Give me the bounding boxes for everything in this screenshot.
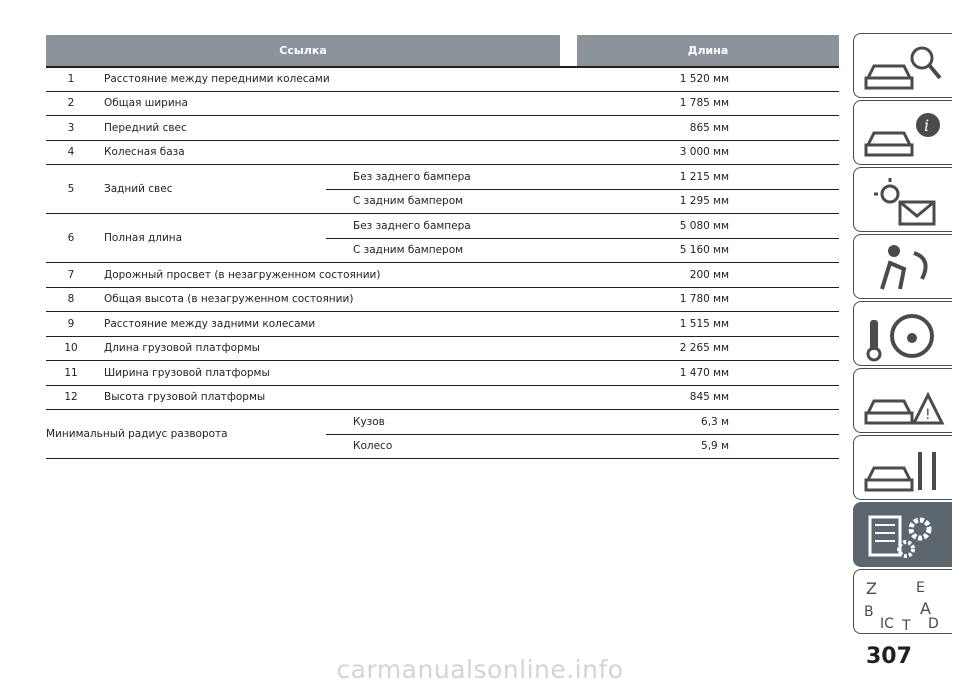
sub-row xyxy=(326,238,839,262)
sub-row-description: С задним бампером xyxy=(353,244,464,256)
row-number: 12 xyxy=(64,391,78,404)
row-description: Полная длина xyxy=(104,232,183,244)
spec-table xyxy=(46,35,839,459)
table-row xyxy=(46,141,839,166)
svg-text:A: A xyxy=(920,599,931,618)
row-value: 1 785 мм xyxy=(679,97,729,110)
row-number: 10 xyxy=(64,342,78,355)
sub-row-value: 1 295 мм xyxy=(679,195,729,207)
chapter-tab[interactable] xyxy=(853,234,952,299)
row-number: 11 xyxy=(64,366,78,379)
sub-row xyxy=(326,434,839,458)
table-row xyxy=(46,67,839,92)
chapter-tab[interactable] xyxy=(853,301,952,366)
table-row xyxy=(46,312,839,337)
car-info-icon xyxy=(860,105,946,161)
row-description: Задний свес xyxy=(104,183,173,195)
sub-row xyxy=(326,165,839,190)
sub-row-description: Колесо xyxy=(353,440,393,452)
car-warning-triangle-icon xyxy=(860,373,946,429)
table-row xyxy=(46,288,839,313)
chapter-tab[interactable] xyxy=(853,368,952,433)
technical-data-gear-icon xyxy=(860,507,946,563)
svg-text:Z: Z xyxy=(866,579,877,598)
row-description: Расстояние между передними колесами xyxy=(104,72,330,85)
row-description: Общая высота (в незагруженном состоянии) xyxy=(104,293,354,306)
sub-row xyxy=(326,189,839,213)
row-number: 7 xyxy=(67,268,75,281)
row-description: Длина грузовой платформы xyxy=(104,342,260,355)
table-row xyxy=(46,361,839,386)
sub-row-value: 1 215 мм xyxy=(679,171,729,183)
sub-row-description: С задним бампером xyxy=(353,195,464,207)
row-number: 5 xyxy=(67,183,75,195)
table-row xyxy=(46,386,839,411)
row-description: Минимальный радиус разворота xyxy=(46,428,228,440)
sub-row-value: 6,3 м xyxy=(701,416,729,428)
sub-row-value: 5 080 мм xyxy=(679,220,729,232)
row-number: 2 xyxy=(67,97,75,110)
table-row xyxy=(46,337,839,362)
svg-text:IC: IC xyxy=(880,616,894,630)
svg-text:T: T xyxy=(902,618,911,630)
sub-row-description: Без заднего бампера xyxy=(353,171,471,183)
row-number: 1 xyxy=(67,72,75,85)
car-tools-icon xyxy=(860,440,946,496)
table-body xyxy=(46,67,839,459)
table-row xyxy=(46,116,839,141)
header-length: Длина xyxy=(577,35,839,66)
chapter-tab[interactable] xyxy=(853,435,952,500)
sub-row xyxy=(326,214,839,239)
chapter-tab[interactable] xyxy=(853,569,952,634)
chapter-tab[interactable] xyxy=(853,33,952,98)
row-description: Ширина грузовой платформы xyxy=(104,366,270,379)
row-description: Высота грузовой платформы xyxy=(104,391,266,404)
svg-text:E: E xyxy=(916,580,925,596)
row-value: 1 515 мм xyxy=(679,317,729,330)
table-row xyxy=(46,165,839,214)
row-number: 9 xyxy=(67,317,75,330)
row-value: 1 470 мм xyxy=(679,366,729,379)
table-row xyxy=(46,214,839,263)
chapter-tab[interactable] xyxy=(853,100,952,165)
row-description: Расстояние между задними колесами xyxy=(104,317,316,330)
svg-text:B: B xyxy=(864,604,874,620)
sub-row-description: Без заднего бампера xyxy=(353,220,471,232)
row-description: Общая ширина xyxy=(104,97,188,110)
row-value: 200 мм xyxy=(689,268,729,281)
sub-row-value: 5 160 мм xyxy=(679,244,729,256)
page-number: 307 xyxy=(866,644,912,669)
car-search-icon xyxy=(860,38,946,94)
header-reference: Ссылка xyxy=(46,35,560,66)
watermark: carmanualsonline.info xyxy=(336,655,624,684)
svg-text:D: D xyxy=(928,616,939,630)
row-value: 845 мм xyxy=(689,391,729,404)
row-number: 8 xyxy=(67,293,75,306)
row-value: 1 780 мм xyxy=(679,293,729,306)
sub-row-value: 5,9 м xyxy=(701,440,729,452)
row-value: 1 520 мм xyxy=(679,72,729,85)
table-row xyxy=(46,410,839,459)
row-number: 6 xyxy=(67,232,75,244)
row-description: Колесная база xyxy=(104,146,185,159)
table-row xyxy=(46,92,839,117)
row-number: 4 xyxy=(67,146,75,159)
alphabetical-index-icon xyxy=(860,574,946,630)
table-header xyxy=(46,35,839,67)
row-number: 3 xyxy=(67,121,75,134)
row-description: Дорожный просвет (в незагруженном состоянии) xyxy=(104,268,381,281)
row-value: 3 000 мм xyxy=(679,146,729,159)
row-value: 865 мм xyxy=(689,121,729,134)
key-steering-wheel-icon xyxy=(860,306,946,362)
row-description: Передний свес xyxy=(104,121,187,134)
row-value: 2 265 мм xyxy=(679,342,729,355)
svg-text:!: ! xyxy=(925,407,931,423)
warning-lights-mail-icon xyxy=(860,172,946,228)
sub-row-description: Кузов xyxy=(353,416,385,428)
svg-text:i: i xyxy=(924,116,930,135)
table-row xyxy=(46,263,839,288)
chapter-tab[interactable] xyxy=(853,167,952,232)
sub-row xyxy=(326,410,839,435)
airbag-seat-icon xyxy=(860,239,946,295)
chapter-tab[interactable] xyxy=(853,502,952,567)
